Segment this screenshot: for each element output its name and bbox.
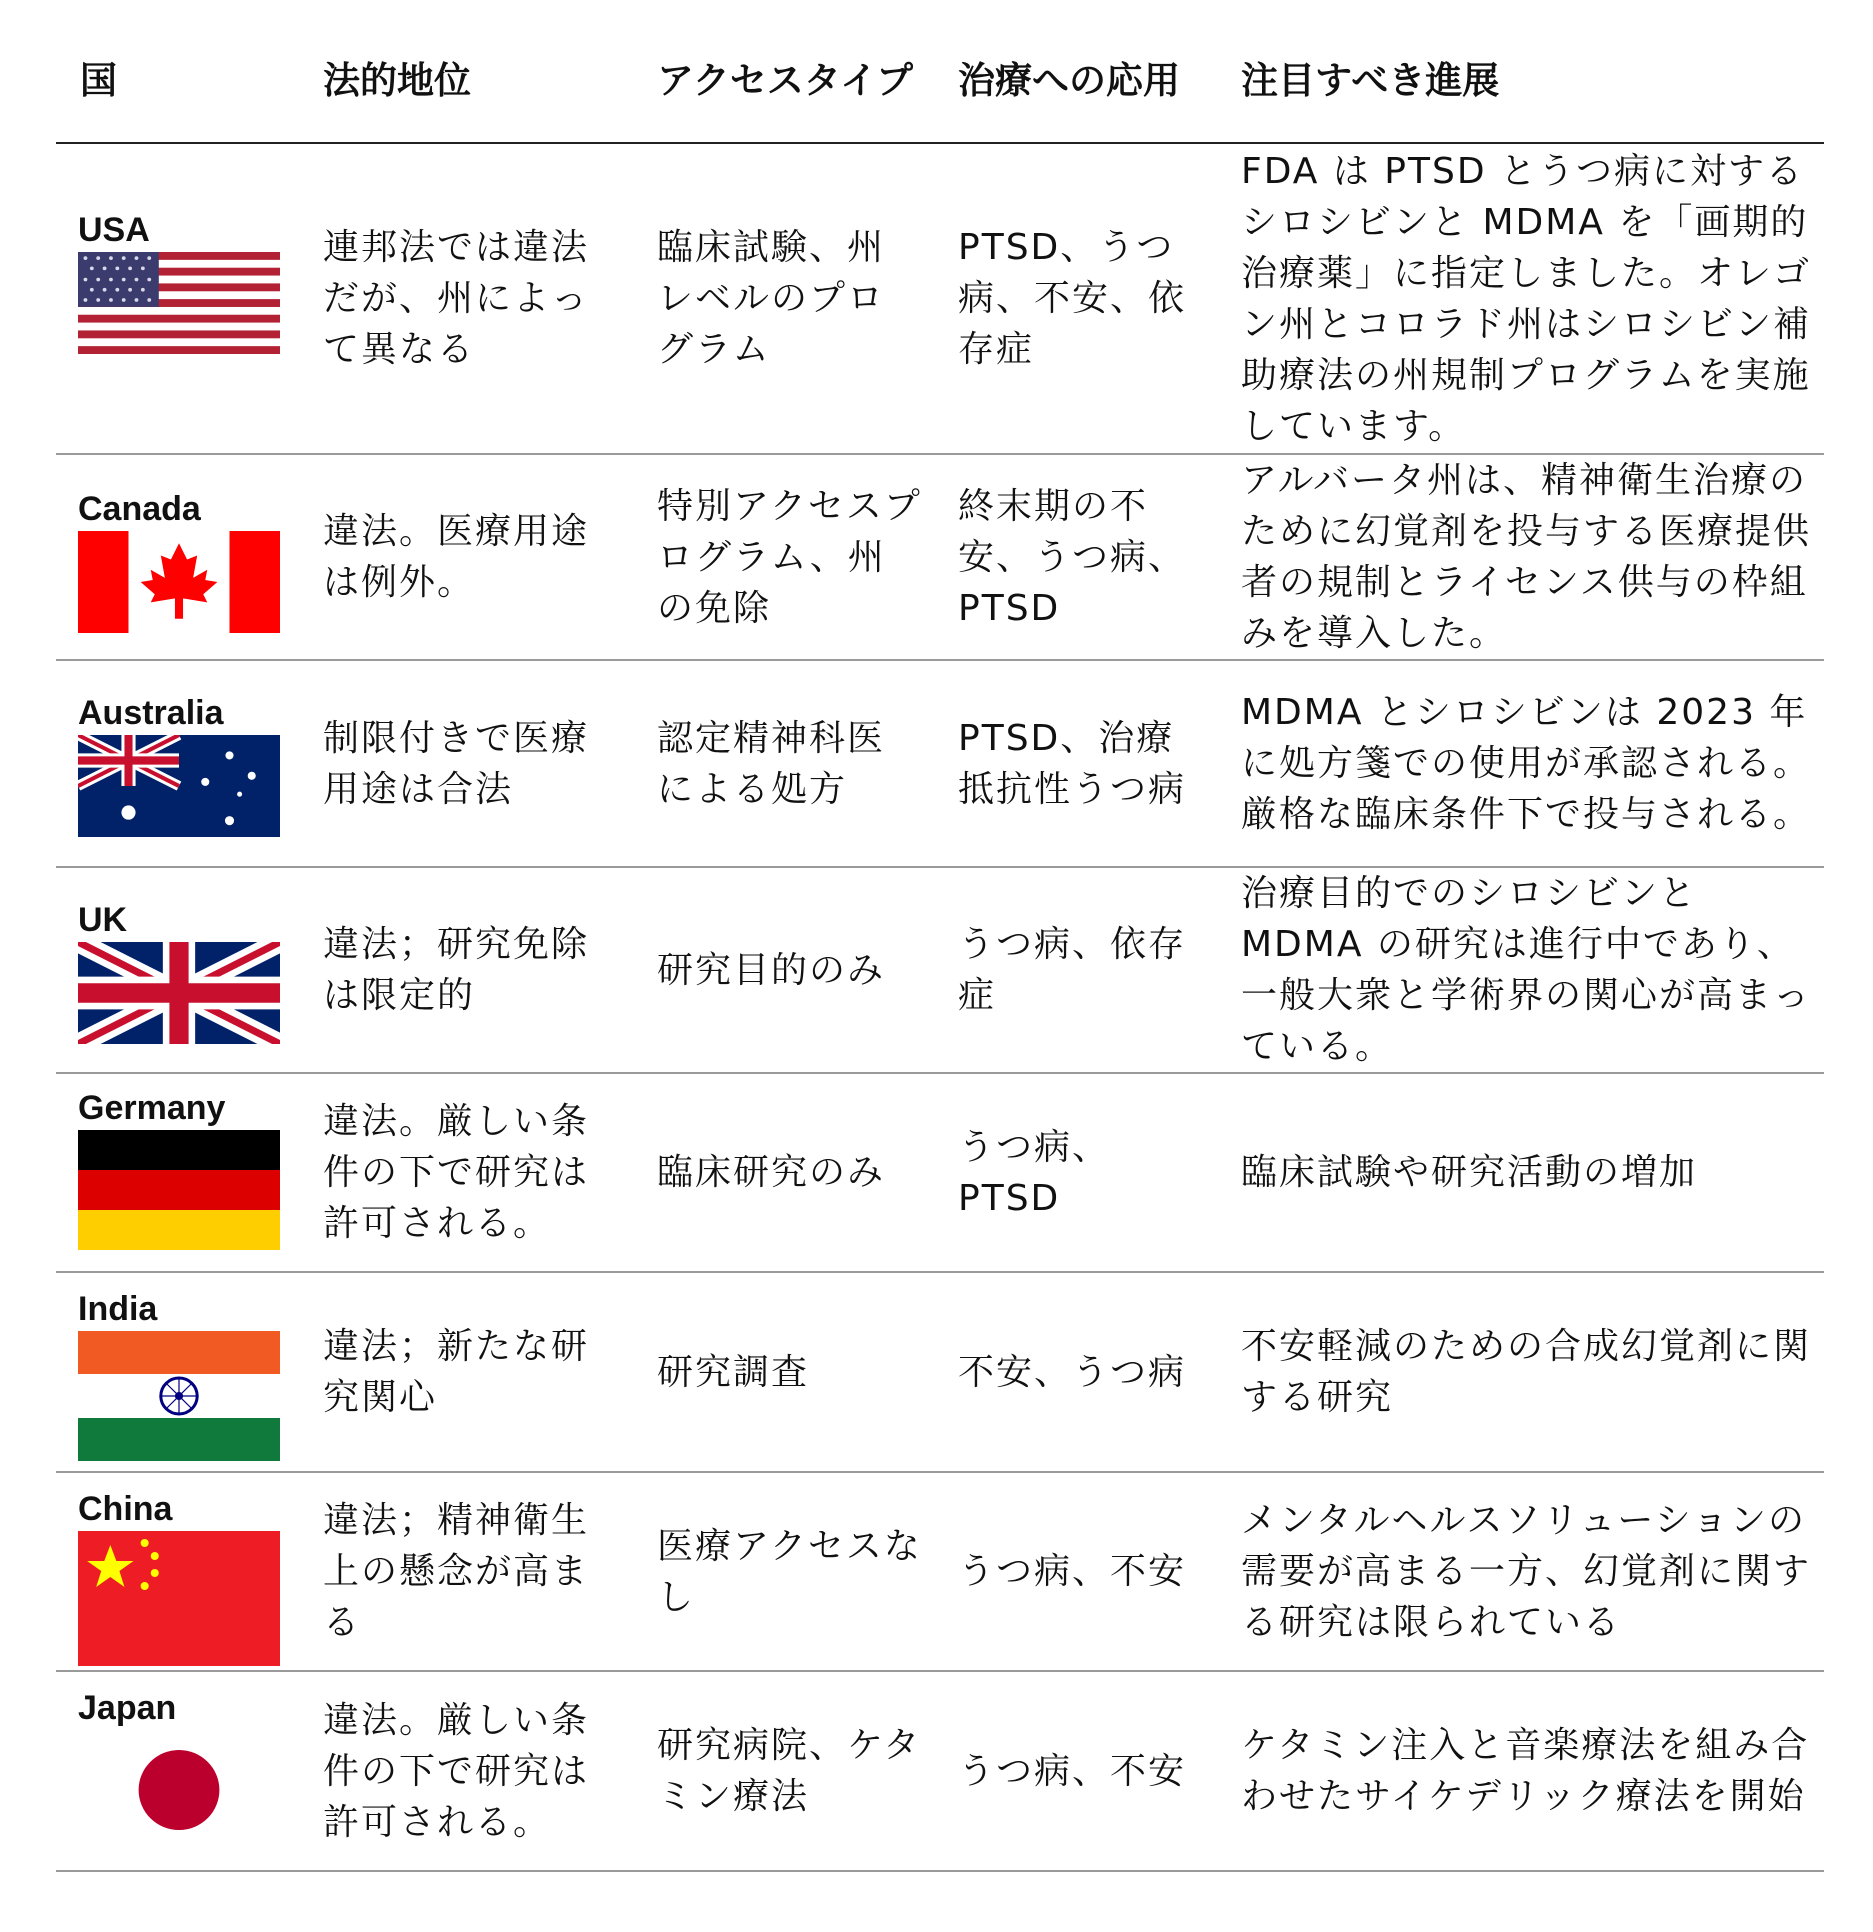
country-name: Japan bbox=[78, 1689, 177, 1727]
country-cell bbox=[56, 143, 299, 454]
access-type-cell: 医療アクセスなし bbox=[633, 1472, 934, 1671]
access-type-cell: 臨床研究のみ bbox=[633, 1073, 934, 1272]
header-country: 国 bbox=[56, 20, 299, 143]
access-type-cell: 研究調査 bbox=[633, 1272, 934, 1472]
germany-flag-icon bbox=[78, 1130, 280, 1250]
header-access-type: アクセスタイプ bbox=[633, 20, 934, 143]
therapeutic-use-cell: PTSD、治療抵抗性うつ病 bbox=[934, 660, 1217, 867]
developments-cell: 治療目的でのシロシビンと MDMA の研究は進行中であり、一般大衆と学術界の関心が高まっている。 bbox=[1217, 867, 1824, 1073]
table-row bbox=[56, 660, 1824, 867]
country-name: Canada bbox=[78, 490, 201, 528]
header-developments: 注目すべき進展 bbox=[1217, 20, 1824, 143]
legal-status-cell: 制限付きで医療用途は合法 bbox=[299, 660, 633, 867]
legal-status-cell: 違法。医療用途は例外。 bbox=[299, 454, 633, 660]
country-name: USA bbox=[78, 211, 150, 249]
country-cell bbox=[56, 1472, 299, 1671]
therapeutic-use-cell: PTSD、うつ病、不安、依存症 bbox=[934, 143, 1217, 454]
uk-flag-icon bbox=[78, 942, 280, 1044]
country-name: India bbox=[78, 1290, 158, 1328]
country-cell bbox=[56, 1073, 299, 1272]
developments-cell: 不安軽減のための合成幻覚剤に関する研究 bbox=[1217, 1272, 1824, 1472]
country-name: Australia bbox=[78, 694, 224, 732]
table-row bbox=[56, 454, 1824, 660]
access-type-cell: 研究病院、ケタミン療法 bbox=[633, 1671, 934, 1871]
country-cell bbox=[56, 1272, 299, 1472]
therapeutic-use-cell: 不安、うつ病 bbox=[934, 1272, 1217, 1472]
therapeutic-use-cell: うつ病、PTSD bbox=[934, 1073, 1217, 1272]
therapeutic-use-cell: うつ病、不安 bbox=[934, 1671, 1217, 1871]
header-row bbox=[56, 20, 1824, 143]
access-type-cell: 研究目的のみ bbox=[633, 867, 934, 1073]
china-flag-icon bbox=[78, 1531, 280, 1666]
country-name: Germany bbox=[78, 1089, 226, 1127]
developments-cell: アルバータ州は、精神衛生治療のために幻覚剤を投与する医療提供者の規制とライセンス供与の枠組みを導入した。 bbox=[1217, 454, 1824, 660]
legal-status-cell: 違法；研究免除は限定的 bbox=[299, 867, 633, 1073]
table-row bbox=[56, 1272, 1824, 1472]
country-cell bbox=[56, 867, 299, 1073]
developments-cell: ケタミン注入と音楽療法を組み合わせたサイケデリック療法を開始 bbox=[1217, 1671, 1824, 1871]
india-flag-icon bbox=[78, 1331, 280, 1461]
country-cell bbox=[56, 454, 299, 660]
table-row bbox=[56, 1472, 1824, 1671]
developments-cell: MDMA とシロシビンは 2023 年に処方箋での使用が承認される。厳格な臨床条件下で投与される。 bbox=[1217, 660, 1824, 867]
table-row bbox=[56, 1671, 1824, 1871]
legal-status-cell: 違法；新たな研究関心 bbox=[299, 1272, 633, 1472]
country-name: UK bbox=[78, 901, 128, 939]
table-row bbox=[56, 1073, 1824, 1272]
developments-cell: 臨床試験や研究活動の増加 bbox=[1217, 1073, 1824, 1272]
therapeutic-use-cell: うつ病、不安 bbox=[934, 1472, 1217, 1671]
therapeutic-use-cell: うつ病、依存症 bbox=[934, 867, 1217, 1073]
header-therapeutic-use: 治療への応用 bbox=[934, 20, 1217, 143]
country-cell bbox=[56, 660, 299, 867]
developments-cell: メンタルヘルスソリューションの需要が高まる一方、幻覚剤に関する研究は限られている bbox=[1217, 1472, 1824, 1671]
table-row bbox=[56, 143, 1824, 454]
usa-flag-icon bbox=[78, 252, 280, 354]
developments-cell: FDA は PTSD とうつ病に対するシロシビンと MDMA を「画期的治療薬」に指定しました。オレゴン州とコロラド州はシロシビン補助療法の州規制プログラムを実施しています。 bbox=[1217, 143, 1824, 454]
australia-flag-icon bbox=[78, 735, 280, 837]
japan-flag-icon bbox=[78, 1730, 280, 1840]
access-type-cell: 認定精神科医による処方 bbox=[633, 660, 934, 867]
therapeutic-use-cell: 終末期の不安、うつ病、PTSD bbox=[934, 454, 1217, 660]
legal-status-cell: 連邦法では違法だが、州によって異なる bbox=[299, 143, 633, 454]
access-type-cell: 特別アクセスプログラム、州の免除 bbox=[633, 454, 934, 660]
legal-status-cell: 違法。厳しい条件の下で研究は許可される。 bbox=[299, 1671, 633, 1871]
country-name: China bbox=[78, 1490, 173, 1528]
canada-flag-icon bbox=[78, 531, 280, 633]
legal-status-cell: 違法；精神衛生上の懸念が高まる bbox=[299, 1472, 633, 1671]
legal-status-cell: 違法。厳しい条件の下で研究は許可される。 bbox=[299, 1073, 633, 1272]
header-legal-status: 法的地位 bbox=[299, 20, 633, 143]
comparison-table bbox=[56, 20, 1824, 1872]
access-type-cell: 臨床試験、州レベルのプログラム bbox=[633, 143, 934, 454]
country-cell bbox=[56, 1671, 299, 1871]
table-row bbox=[56, 867, 1824, 1073]
